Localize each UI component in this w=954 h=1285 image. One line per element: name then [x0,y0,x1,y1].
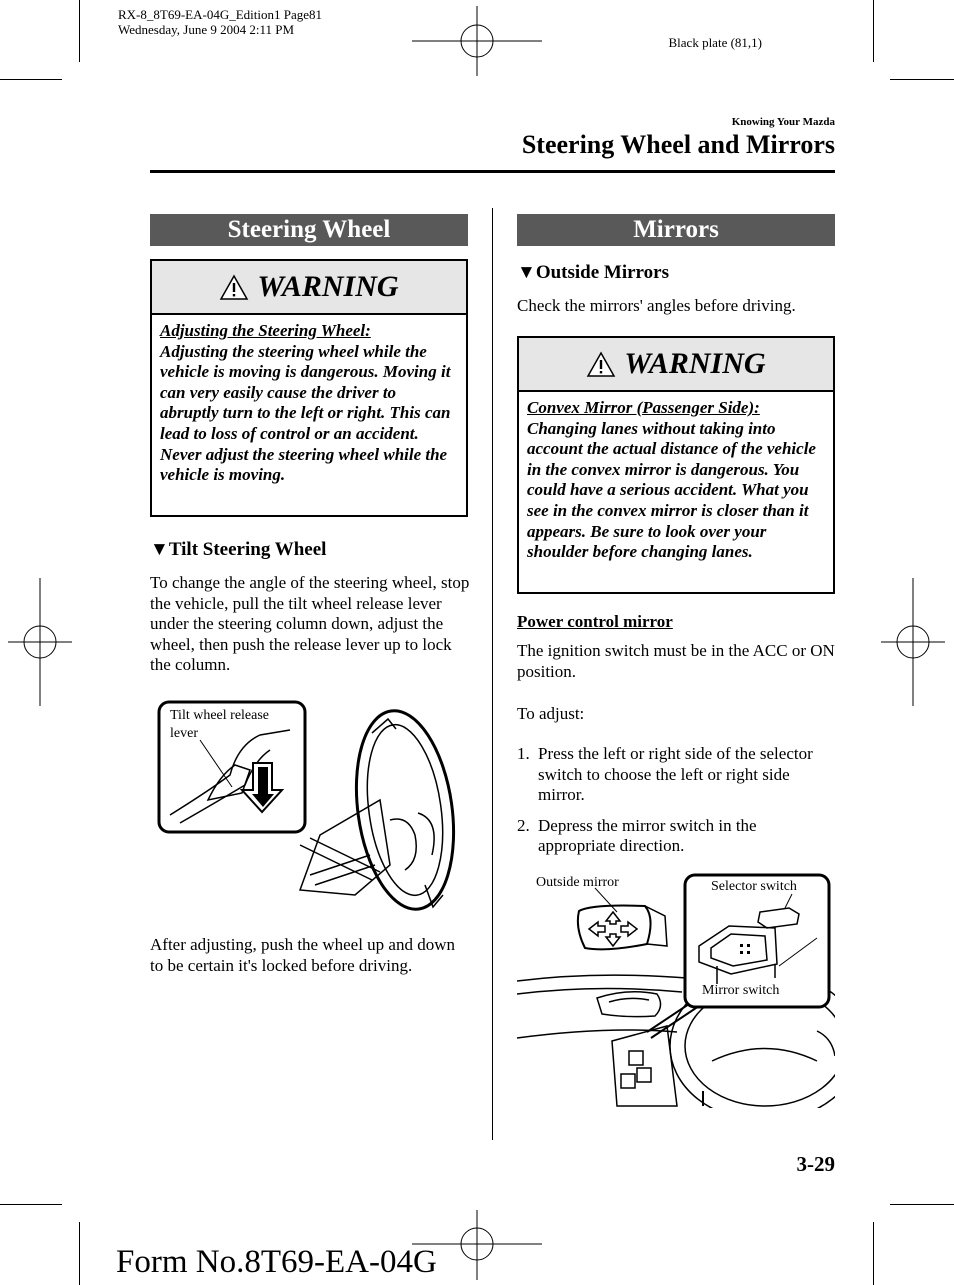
warning-text [152,315,466,492]
subheading-tilt-steering-text: Tilt Steering Wheel [168,539,327,560]
step-text: Depress the mirror switch in the appropriate direction. [538,815,757,856]
after-adjust-paragraph: After adjusting, push the wheel up and down to be certain it's locked before driving. [150,935,455,975]
triangle-down-icon: ▼ [150,539,169,560]
mirror-switch-illustration [517,866,835,1108]
page-number: 3-29 [796,1152,835,1176]
warning-triangle-icon [219,274,249,301]
power-control-paragraph: The ignition switch must be in the ACC or ON position. [517,641,835,681]
step-text: Press the left or right side of the selector switch to choose the left or right side mirror. [538,744,813,805]
list-item [517,744,835,806]
mirrors-intro: Check the mirrors' angles before driving. [517,296,796,315]
print-meta [118,7,322,37]
callout-mirror-switch: Mirror switch [702,983,780,998]
warning-header [519,338,833,392]
list-item [517,816,835,857]
step-number: 2. [517,815,530,835]
power-control-heading: Power control mirror [517,612,673,631]
warning-triangle-icon [586,351,616,378]
chapter-label: Knowing Your Mazda [731,116,835,128]
warning-body: Adjusting the steering wheel while the vehicle is moving is dangerous. Moving it can very easily cause the driver to abruptly turn to the left or right. This can lead to loss of control or an accident. Never adjust the steering wheel while the vehicle is moving. [160,341,451,485]
tilt-paragraph: To change the angle of the steering wheel, stop the vehicle, pull the tilt wheel release lever under the steering column down, adjust the wheel, then push the release lever up to lock the column. [150,573,470,675]
page-title: Steering Wheel and Mirrors [521,130,835,159]
warning-label: WARNING [624,347,766,380]
print-meta-line1: RX-8_8T69-EA-04G_Edition1 Page81 [118,7,323,22]
form-number: Form No.8T69-EA-04G [116,1244,437,1280]
to-adjust-label: To adjust: [517,704,585,723]
warning-title: Convex Mirror (Passenger Side): [527,398,760,417]
column-divider [492,208,493,1140]
section-title-mirrors: Mirrors [517,214,835,246]
callout-tilt-lever-line1: Tilt wheel release [170,708,270,723]
callout-tilt-lever [170,707,269,743]
subheading-tilt-steering [150,539,326,561]
warning-body: Changing lanes without taking into account the actual distance of the vehicle in the convex mirror is dangerous. You could have a serious accident. What you see in the convex mirror is closer than it appears. Be sure to look over your shoulder before changing lanes. [527,418,816,562]
header-rule [150,170,835,173]
print-meta-line2: Wednesday, June 9 2004 2:11 PM [118,22,295,37]
adjust-steps-list [517,744,835,867]
warning-title: Adjusting the Steering Wheel: [160,321,371,340]
subheading-outside-mirrors [517,262,669,284]
callout-selector-switch: Selector switch [711,879,797,894]
callout-outside-mirror: Outside mirror [536,875,619,890]
black-plate-label: Black plate (81,1) [668,35,762,50]
warning-label: WARNING [257,270,399,303]
warning-text [519,392,833,569]
step-number: 1. [517,744,530,763]
callout-tilt-lever-line2: lever [170,726,198,741]
subheading-outside-mirrors-text: Outside Mirrors [535,262,669,283]
triangle-down-icon: ▼ [517,262,536,283]
warning-box-mirror [517,336,835,594]
warning-box-steering [150,259,468,517]
section-title-steering-wheel: Steering Wheel [150,214,468,246]
warning-header [152,261,466,315]
